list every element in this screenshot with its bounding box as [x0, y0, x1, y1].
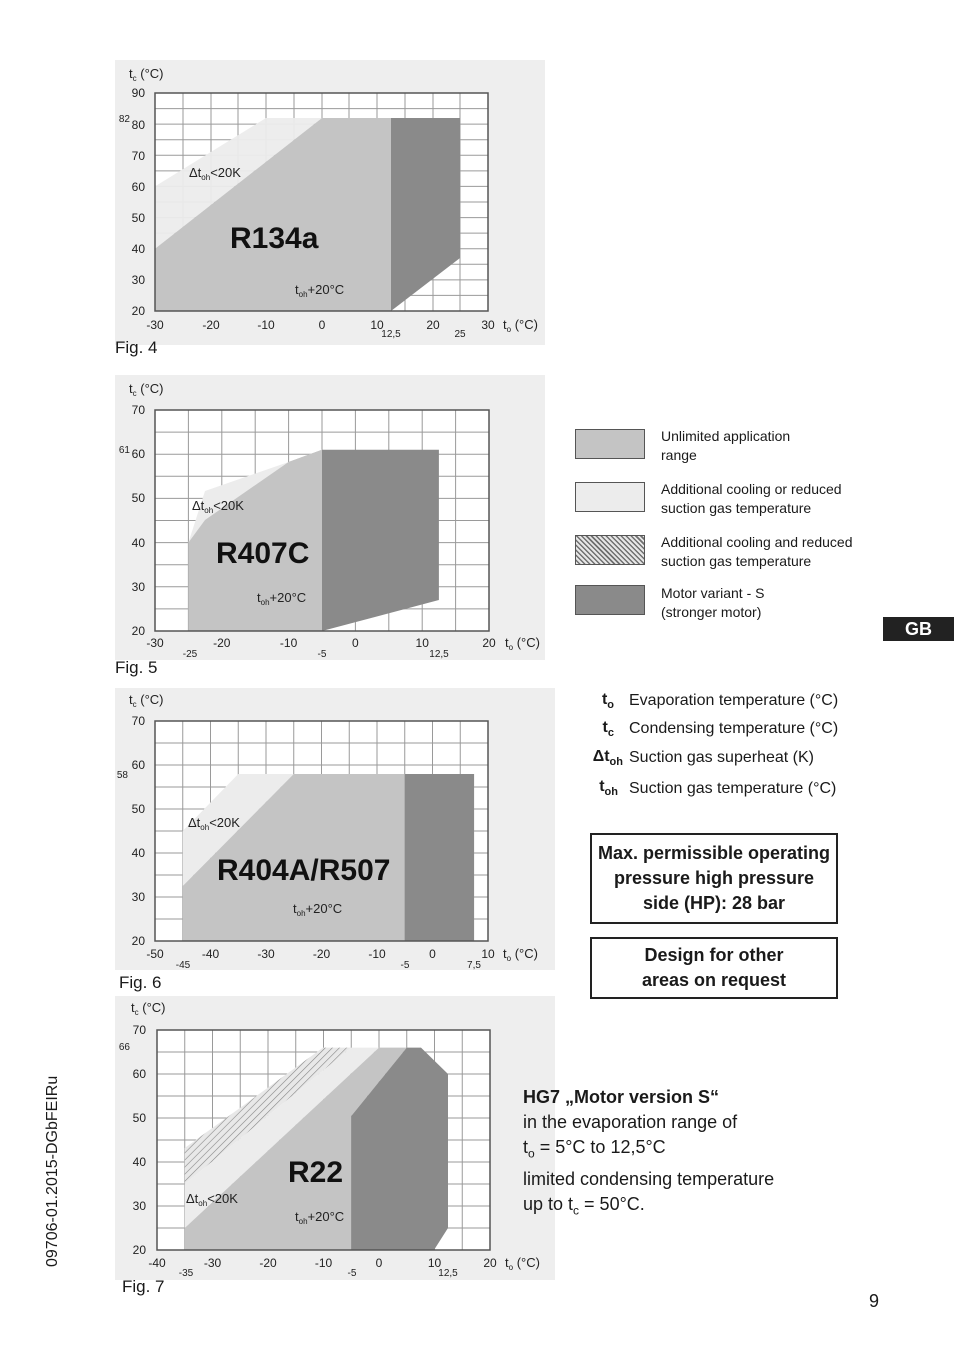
legend-item-motor [661, 584, 764, 622]
y-tick: 30 [131, 273, 145, 287]
chart-r134a [115, 60, 545, 345]
x-tick: -40 [148, 1256, 166, 1270]
y-tick: 20 [132, 1243, 146, 1257]
delta-toh-label: $\Delta t_{oh}<20K$ [192, 498, 244, 515]
x-tick: -20 [202, 318, 220, 332]
x-tick: -20 [213, 636, 231, 650]
y-axis-label: $t_c$ (°C) [131, 1000, 166, 1017]
refrigerant-label: R404A/R507 [217, 854, 391, 887]
chart-r22 [115, 996, 555, 1280]
x-tick-labels [148, 1256, 497, 1279]
symbol-description: Suction gas temperature (°C) [629, 780, 837, 797]
y-tick: 60 [131, 180, 145, 194]
x-tick: 20 [482, 636, 496, 650]
chart-r407c-svg [115, 375, 545, 660]
delta-toh-label: $\Delta t_{oh}<20K$ [188, 815, 240, 832]
page-number: 9 [869, 1291, 880, 1311]
x-tick-extra: 25 [454, 329, 466, 340]
x-tick: 0 [429, 947, 436, 961]
x-tick: 20 [483, 1256, 497, 1270]
y-tick: 60 [132, 1067, 146, 1081]
x-tick: -20 [312, 947, 331, 961]
x-tick: 10 [415, 636, 429, 650]
box-text: areas on request [641, 970, 787, 990]
delta-toh-label: $\Delta t_{oh}<20K$ [186, 1191, 238, 1208]
x-tick-extra: -25 [182, 649, 198, 660]
box-text: Max. permissible operating [597, 843, 831, 863]
y-tick-labels [119, 403, 145, 638]
legend-swatch-additional [575, 482, 645, 512]
y-tick: 20 [131, 624, 145, 638]
x-tick: -10 [314, 1256, 333, 1270]
x-tick: -30 [146, 636, 164, 650]
x-tick: -10 [279, 636, 298, 650]
x-tick-extra: -35 [178, 1268, 194, 1279]
area-motor [322, 450, 439, 631]
toh-label: $t_{oh}+20^\circ C$ [295, 1209, 345, 1226]
y-tick: 60 [131, 447, 145, 461]
x-axis-label: $t_o$ (°C) [505, 635, 540, 652]
x-tick-labels [146, 636, 496, 660]
x-tick-labels [146, 318, 495, 340]
symbol-description: Condensing temperature (°C) [629, 720, 839, 737]
document-id: 09706-01.2015-DGbFEIRu [44, 1075, 61, 1267]
y-tick-extra: 82 [118, 114, 130, 125]
x-tick-extra: 12,5 [381, 329, 401, 340]
fig-caption: Fig. 6 [119, 973, 162, 992]
y-tick: 50 [131, 211, 145, 225]
symbol: $t_{oh}$ [599, 778, 618, 799]
y-tick: 50 [131, 491, 145, 505]
y-tick-extra: 66 [118, 1042, 130, 1053]
fig-caption: Fig. 7 [122, 1277, 165, 1296]
x-tick: 20 [426, 318, 440, 332]
legend-item-additional [661, 480, 842, 518]
x-tick: 10 [370, 318, 384, 332]
note-line: up to $t_c = 50^\circ C$. [523, 1193, 645, 1218]
y-tick: 40 [131, 846, 145, 860]
y-tick-extra: 61 [118, 445, 130, 456]
symbol: $t_c$ [602, 719, 614, 740]
y-tick: 40 [131, 242, 145, 256]
x-tick: 30 [481, 318, 495, 332]
legend-item-unlimited [661, 427, 790, 465]
y-tick-labels [119, 1023, 146, 1257]
refrigerant-label: R407C [216, 537, 310, 570]
note-title: HG7 „Motor version S“ [523, 1087, 720, 1107]
x-axis-label: $t_o$ (°C) [505, 1255, 540, 1272]
x-tick-extra: 12,5 [438, 1268, 458, 1279]
y-tick: 30 [131, 890, 145, 904]
x-tick: -20 [259, 1256, 277, 1270]
y-tick: 40 [131, 536, 145, 550]
y-tick: 70 [132, 1023, 146, 1037]
y-tick: 30 [131, 580, 145, 594]
box-text: pressure high pressure [613, 868, 815, 888]
x-tick: 10 [481, 947, 495, 961]
symbol: $t_o$ [601, 691, 614, 712]
symbol-description: Suction gas superheat (K) [629, 749, 814, 766]
x-tick: 0 [318, 318, 326, 332]
note-line: $t_o = 5^\circ C$ to 12,5°C [523, 1137, 666, 1161]
y-axis-label: $t_c$ (°C) [129, 692, 164, 709]
x-tick-extra: -5 [400, 960, 410, 970]
symbol: $\Delta t_{oh}$ [592, 748, 623, 769]
y-tick-labels [119, 86, 145, 318]
y-tick: 60 [131, 758, 145, 772]
chart-r404a-svg [115, 688, 555, 970]
symbol-description: Evaporation temperature (°C) [629, 692, 839, 709]
legend-text: Additional cooling or reduced [661, 481, 842, 497]
y-tick: 80 [131, 118, 145, 132]
x-tick: -30 [203, 1256, 222, 1270]
refrigerant-label: R22 [288, 1156, 344, 1189]
y-tick: 70 [131, 149, 145, 163]
note-line: limited condensing temperature [523, 1168, 775, 1189]
fig-caption: Fig. 5 [115, 658, 158, 677]
legend-text: Motor variant - S [661, 585, 765, 601]
toh-label: $t_{oh}+20^\circ C$ [293, 901, 343, 918]
chart-r407c [115, 375, 545, 660]
legend-swatch-motor [575, 585, 645, 615]
y-tick-extra: 58 [116, 770, 128, 781]
box-text: side (HP): 28 bar [642, 893, 786, 913]
legend-swatch-hatched [575, 535, 645, 565]
x-tick-extra: -45 [175, 960, 191, 970]
design-request-box [590, 937, 838, 999]
legend-text: Unlimited application [661, 428, 791, 444]
x-axis-label: $t_o$ (°C) [503, 946, 538, 963]
y-tick: 90 [131, 86, 145, 100]
x-tick-extra: -5 [347, 1268, 357, 1279]
x-tick-labels [146, 947, 495, 970]
legend-swatch-unlimited [575, 429, 645, 459]
x-tick: -30 [257, 947, 275, 961]
max-pressure-box [590, 833, 838, 924]
legend-text: range [661, 447, 697, 463]
y-tick: 50 [132, 1111, 146, 1125]
fig-caption: Fig. 4 [115, 338, 158, 357]
x-tick: -10 [368, 947, 386, 961]
y-tick: 50 [131, 802, 145, 816]
x-tick-extra: 7,5 [467, 960, 481, 970]
legend-text: (stronger motor) [661, 604, 762, 620]
legend-text: Additional cooling and reduced [661, 534, 853, 550]
toh-label: $t_{oh}+20^\circ C$ [295, 282, 345, 299]
toh-label: $t_{oh}+20^\circ C$ [257, 590, 307, 607]
y-tick: 40 [132, 1155, 146, 1169]
legend-text: suction gas temperature [661, 553, 812, 569]
box-text: Design for other [644, 945, 784, 965]
language-tab: GB [883, 617, 954, 641]
legend-item-hatched [661, 533, 852, 571]
y-tick: 70 [131, 714, 145, 728]
x-tick: -40 [201, 947, 220, 961]
y-tick-labels [117, 714, 145, 948]
x-tick: 0 [352, 636, 359, 650]
y-tick: 20 [131, 304, 145, 318]
note-line: in the evaporation range of [523, 1112, 738, 1132]
y-tick: 30 [132, 1199, 146, 1213]
chart-r22-svg [115, 996, 555, 1280]
y-tick: 70 [131, 403, 145, 417]
delta-toh-label: $\Delta t_{oh}<20K$ [189, 165, 241, 182]
x-tick: -30 [146, 318, 164, 332]
chart-r134a-svg [115, 60, 545, 345]
x-tick: 0 [375, 1256, 383, 1270]
chart-r404a [115, 688, 555, 970]
y-axis-label: $t_c$ (°C) [129, 66, 164, 83]
y-axis-label: $t_c$ (°C) [129, 381, 164, 398]
area-motor [405, 774, 474, 941]
x-tick: -50 [146, 947, 164, 961]
x-axis-label: $t_o$ (°C) [503, 317, 538, 334]
motor-version-note [523, 1085, 774, 1223]
x-tick: 10 [427, 1256, 442, 1270]
y-tick: 20 [131, 934, 145, 948]
x-tick: -10 [257, 318, 275, 332]
x-tick-extra: 12,5 [429, 649, 449, 660]
refrigerant-label: R134a [230, 222, 319, 255]
x-tick-extra: -5 [317, 649, 327, 660]
legend-text: suction gas temperature [661, 500, 812, 516]
